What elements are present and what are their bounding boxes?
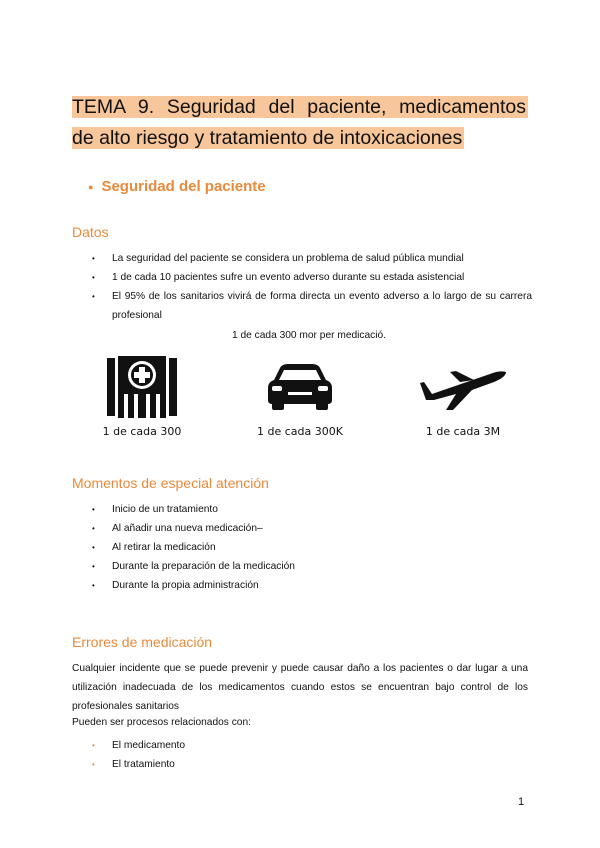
list-item: • 1 de cada 10 pacientes sufre un evento adverso durante su estada asistencial — [92, 268, 532, 287]
page-title — [72, 92, 528, 154]
section-heading: ● Seguridad del paciente — [88, 178, 266, 195]
list-item: • Al retirar la medicación — [92, 538, 532, 557]
errores-intro: Pueden ser procesos relacionados con: — [72, 717, 251, 728]
datos-list — [92, 249, 532, 325]
momentos-heading: Momentos de especial atención — [72, 475, 269, 491]
hospital-icon — [104, 356, 180, 418]
list-item: • La seguridad del paciente se considera un problema de salud pública mundial — [92, 249, 532, 268]
stat-label-airplane: 1 de cada 3M — [425, 425, 501, 438]
list-item: • El medicamento — [92, 736, 532, 755]
title-line-2: de alto riesgo y tratamiento de intoxicaciones — [72, 127, 463, 149]
momentos-list — [92, 500, 532, 595]
page-number: 1 — [518, 796, 525, 808]
airplane-icon — [420, 368, 510, 412]
errores-paragraph: Cualquier incidente que se puede prevenir y puede causar daño a los pacientes o dar lugar a una utilización inadecuada de los medicamentos cuando estos se encuentran bajo control de los profesionales sanitarios — [72, 663, 528, 712]
datos-note: 1 de cada 300 mor per medicació. — [232, 330, 387, 341]
list-item: • El tratamiento — [92, 755, 532, 774]
list-item: • Al añadir una nueva medicación– — [92, 519, 532, 538]
list-item: • Inicio de un tratamiento — [92, 500, 532, 519]
title-line-1: TEMA 9. Seguridad del paciente, medicamentos — [72, 96, 526, 118]
stat-label-hospital: 1 de cada 300 — [102, 425, 182, 438]
datos-heading: Datos — [72, 224, 109, 240]
errores-heading: Errores de medicación — [72, 634, 213, 650]
list-item: • El 95% de los sanitarios vivirá de forma directa un evento adverso a lo largo de su carrera profesional — [92, 287, 532, 325]
stat-label-car: 1 de cada 300K — [257, 425, 343, 438]
list-item: • Durante la preparación de la medicación — [92, 557, 532, 576]
list-item: • Durante la propia administración — [92, 576, 532, 595]
bullet-icon: ● — [88, 182, 94, 193]
car-icon — [266, 362, 334, 412]
errores-list — [92, 736, 532, 774]
